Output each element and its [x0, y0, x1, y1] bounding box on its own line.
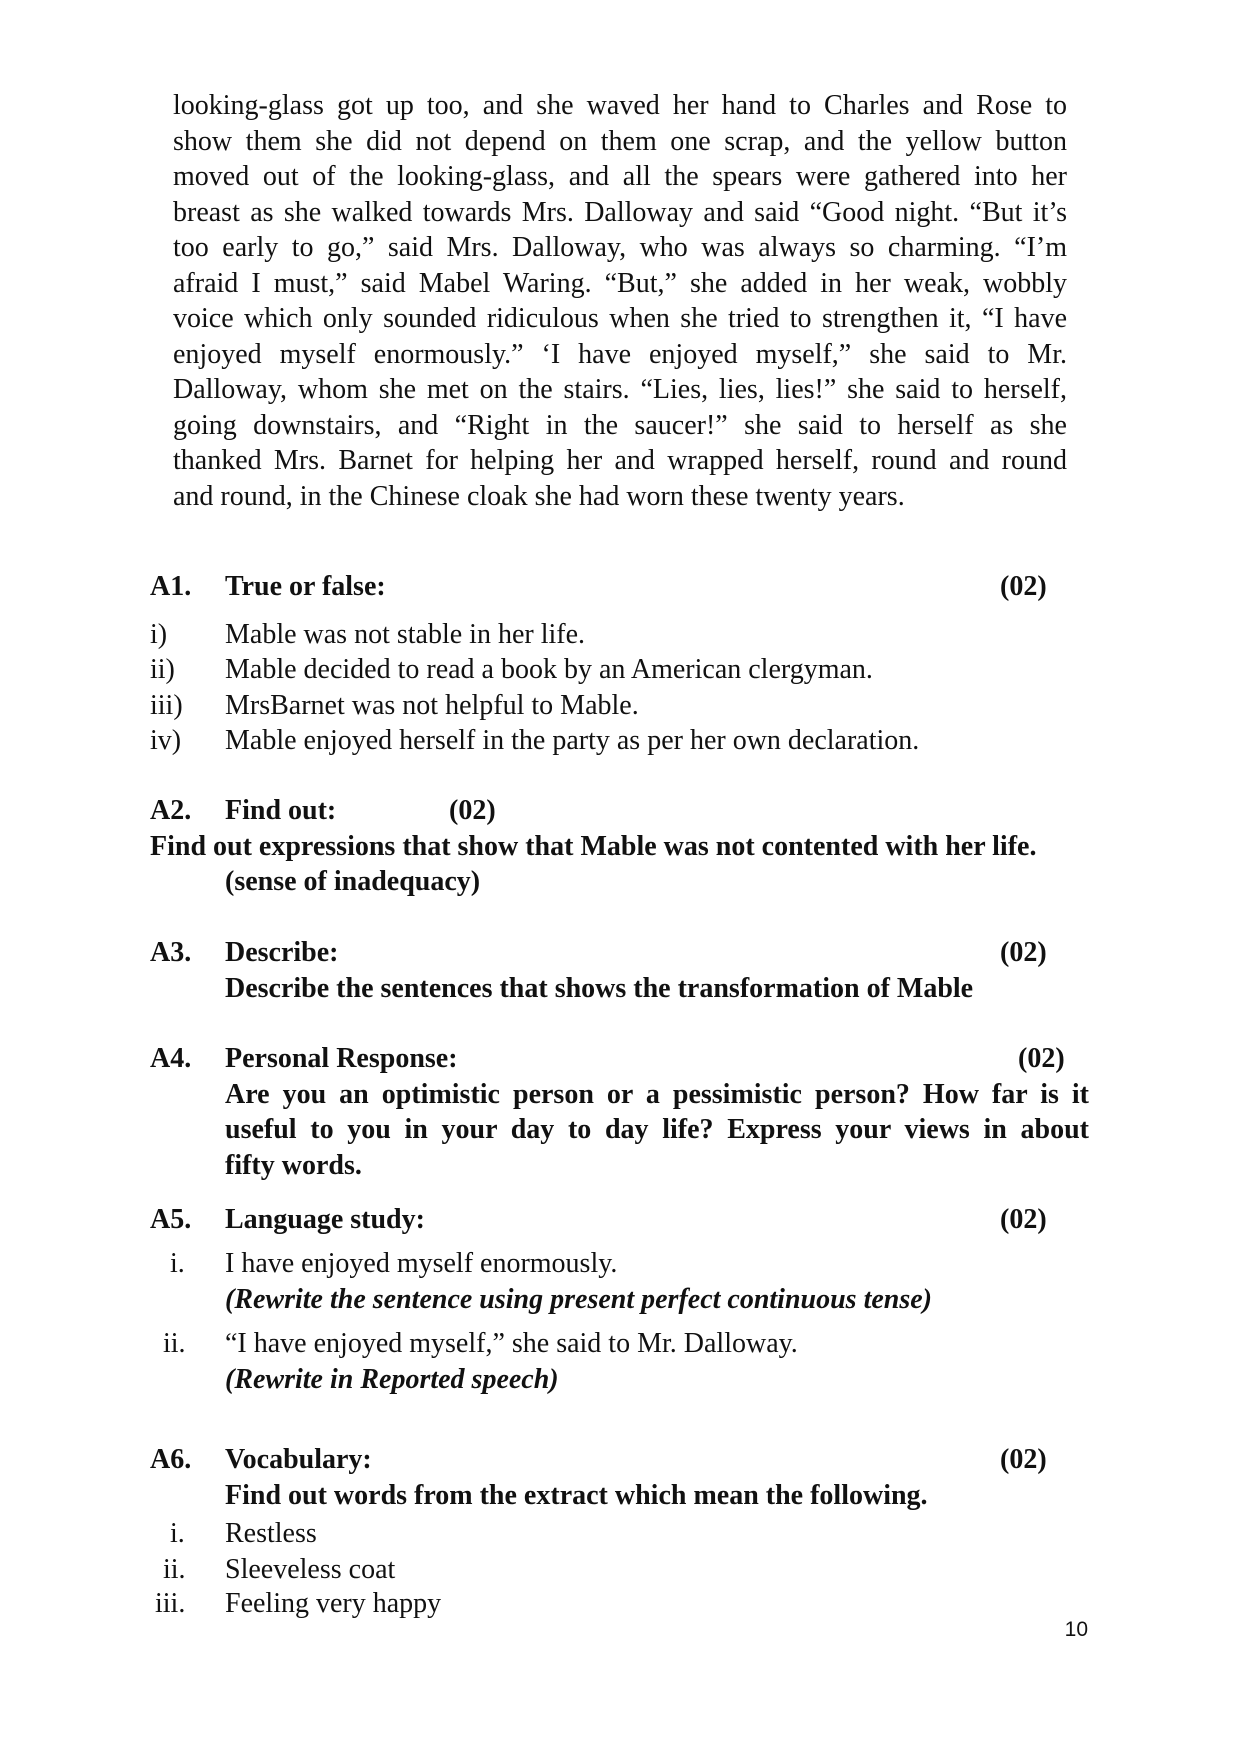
- item-text: Restless: [225, 1518, 317, 1549]
- passage-line: too early to go,” said Mrs. Dalloway, who was always so charming. “I’m: [173, 232, 1067, 263]
- question-instruction-note: (sense of inadequacy): [225, 866, 481, 897]
- question-heading: Describe:: [225, 937, 339, 968]
- question-number: A1.: [150, 571, 192, 602]
- passage-line: Dalloway, whom she met on the stairs. “Lies, lies, lies!” she said to herself,: [173, 374, 1067, 405]
- item-label: ii.: [163, 1554, 186, 1585]
- question-heading: Find out:: [225, 795, 337, 826]
- question-number: A6.: [150, 1444, 192, 1475]
- passage-text: [173, 88, 1067, 514]
- question-marks: (02): [1018, 1043, 1065, 1074]
- item-text: Feeling very happy: [225, 1588, 442, 1619]
- item-label: iii.: [155, 1588, 186, 1619]
- question-number: A2.: [150, 795, 192, 826]
- question-heading: Vocabulary:: [225, 1444, 372, 1475]
- item-text: “I have enjoyed myself,” she said to Mr. Dalloway.: [225, 1328, 798, 1359]
- passage-line: show them she did not depend on them one scrap, and the yellow button: [173, 125, 1067, 157]
- item-text: I have enjoyed myself enormously.: [225, 1248, 618, 1279]
- question-marks: (02): [1000, 571, 1047, 602]
- question-marks: (02): [1000, 1204, 1047, 1235]
- question-instruction: Find out words from the extract which mean the following.: [225, 1480, 928, 1511]
- question-instruction-line: fifty words.: [225, 1150, 362, 1181]
- passage-line: thanked Mrs. Barnet for helping her and wrapped herself, round and round: [173, 445, 1067, 476]
- item-label: iv): [150, 725, 182, 756]
- question-instruction-line: useful to you in your day to day life? Express your views in about: [225, 1114, 1089, 1145]
- question-heading: Personal Response:: [225, 1043, 458, 1074]
- question-heading: True or false:: [225, 571, 386, 602]
- question-marks: (02): [1000, 937, 1047, 968]
- passage-line: and round, in the Chinese cloak she had worn these twenty years.: [173, 480, 905, 512]
- question-marks: (02): [449, 795, 496, 826]
- item-text: MrsBarnet was not helpful to Mable.: [225, 690, 639, 721]
- item-label: ii): [150, 654, 175, 685]
- question-marks: (02): [1000, 1444, 1047, 1475]
- item-label: i.: [170, 1518, 185, 1549]
- item-task: (Rewrite the sentence using present perfect continuous tense): [225, 1284, 932, 1315]
- item-text: Mable was not stable in her life.: [225, 619, 586, 650]
- question-instruction: Describe the sentences that shows the transformation of Mable: [225, 973, 974, 1004]
- item-text: Mable enjoyed herself in the party as per her own declaration.: [225, 725, 920, 756]
- passage-line: enjoyed myself enormously.” ‘I have enjoyed myself,” she said to Mr.: [173, 338, 1067, 370]
- question-number: A4.: [150, 1043, 192, 1074]
- item-text: Mable decided to read a book by an American clergyman.: [225, 654, 873, 685]
- page-number: 10: [1064, 1618, 1088, 1641]
- passage-line: breast as she walked towards Mrs. Dalloway and said “Good night. “But it’s: [173, 196, 1067, 228]
- item-label: ii.: [163, 1328, 186, 1359]
- item-label: i): [150, 619, 168, 650]
- passage-line: looking-glass got up too, and she waved her hand to Charles and Rose to: [173, 90, 1067, 121]
- passage-line: moved out of the looking-glass, and all the spears were gathered into her: [173, 161, 1067, 192]
- item-text: Sleeveless coat: [225, 1554, 396, 1585]
- question-heading: Language study:: [225, 1204, 425, 1235]
- passage-line: afraid I must,” said Mabel Waring. “But,” she added in her weak, wobbly: [173, 267, 1067, 299]
- item-label: i.: [170, 1248, 185, 1279]
- item-task: (Rewrite in Reported speech): [225, 1364, 559, 1395]
- question-instruction-line: Are you an optimistic person or a pessimistic person? How far is it: [225, 1079, 1089, 1110]
- question-instruction: Find out expressions that show that Mable was not contented with her life.: [150, 831, 1037, 862]
- question-number: A5.: [150, 1204, 192, 1235]
- item-label: iii): [150, 690, 183, 721]
- question-number: A3.: [150, 937, 192, 968]
- passage-line: voice which only sounded ridiculous when she tried to strengthen it, “I have: [173, 303, 1067, 334]
- passage-line: going downstairs, and “Right in the saucer!” she said to herself as she: [173, 409, 1067, 441]
